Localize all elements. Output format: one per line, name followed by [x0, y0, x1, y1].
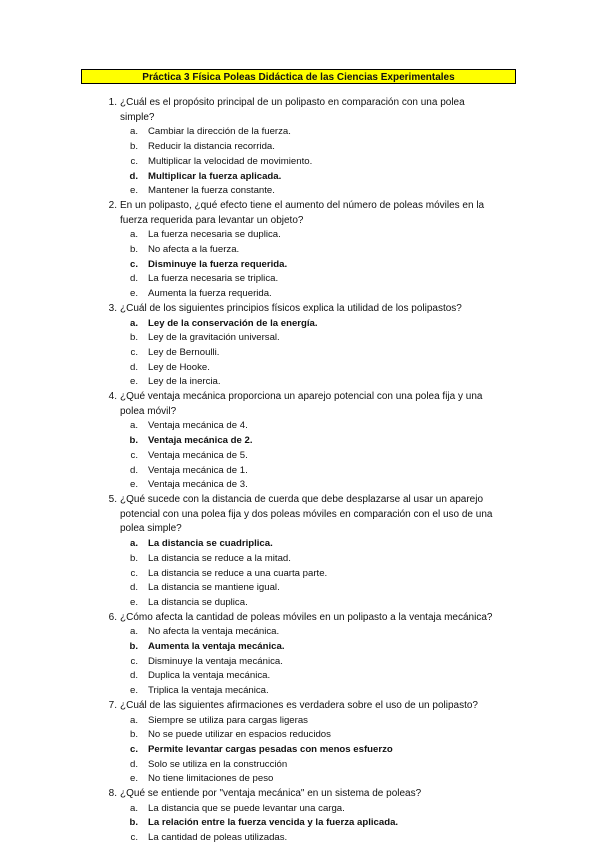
option-letter: e.	[129, 773, 138, 785]
option-text: Ley de Hooke.	[148, 361, 210, 373]
question-number: 6.	[108, 611, 117, 623]
option-text: No afecta la ventaja mecánica.	[148, 626, 280, 638]
question-row	[0, 199, 600, 228]
option-letter: c.	[130, 346, 138, 358]
answer-option	[0, 831, 600, 846]
option-letter: a.	[129, 802, 138, 814]
option-text: Ventaja mecánica de 1.	[148, 464, 248, 476]
option-text: Permite levantar cargas pesadas con menos esfuerzo	[148, 743, 393, 755]
answer-option	[0, 140, 600, 155]
answer-option	[0, 228, 600, 243]
option-text: Triplica la ventaja mecánica.	[148, 685, 269, 697]
question-text: ¿Cómo afecta la cantidad de poleas móviles en un polipasto a la ventaja mecánica?	[120, 611, 493, 623]
option-letter: c.	[129, 743, 138, 755]
question-text: ¿Cuál de las siguientes afirmaciones es verdadera sobre el uso de un polipasto?	[120, 699, 478, 711]
question-6	[0, 611, 600, 699]
answer-option	[0, 155, 600, 170]
question-2	[0, 199, 600, 302]
answer-option	[0, 243, 600, 258]
question-text: En un polipasto, ¿qué efecto tiene el aumento del número de poleas móviles en la fuerza requerida para levantar un objeto?	[120, 199, 485, 226]
option-letter: b.	[129, 435, 138, 447]
option-letter: b.	[129, 332, 138, 344]
option-text: La relación entre la fuerza vencida y la fuerza aplicada.	[148, 817, 399, 829]
answer-option-correct	[0, 743, 600, 758]
option-text: La distancia se duplica.	[148, 596, 248, 608]
question-text: ¿Qué ventaja mecánica proporciona un aparejo potencial con una polea fija y una polea móvil?	[120, 391, 483, 417]
answer-option	[0, 655, 600, 670]
option-letter: e.	[129, 596, 138, 608]
option-text: La distancia se reduce a una cuarta parte.	[148, 567, 328, 579]
question-row	[0, 787, 600, 802]
option-letter: d.	[129, 170, 138, 182]
option-text: No afecta a la fuerza.	[148, 244, 240, 256]
option-letter: b.	[129, 244, 138, 256]
question-row	[0, 493, 600, 537]
answer-option-correct	[0, 816, 600, 831]
option-text: Ventaja mecánica de 3.	[148, 479, 248, 491]
option-letter: a.	[129, 626, 138, 638]
answer-option	[0, 361, 600, 376]
answer-option	[0, 346, 600, 361]
option-letter: c.	[130, 567, 138, 579]
answer-option	[0, 714, 600, 729]
option-letter: d.	[129, 670, 138, 682]
answer-option	[0, 419, 600, 434]
question-row	[0, 390, 600, 419]
option-letter: e.	[129, 479, 138, 491]
option-letter: a.	[129, 126, 138, 138]
answer-option-correct	[0, 170, 600, 185]
question-row	[0, 611, 600, 626]
answer-option	[0, 287, 600, 302]
option-text: Disminuye la ventaja mecánica.	[148, 655, 283, 667]
option-letter: e.	[129, 376, 138, 388]
question-number: 1.	[108, 97, 117, 108]
answer-option	[0, 728, 600, 743]
question-row	[0, 96, 600, 125]
answer-option-correct	[0, 434, 600, 449]
question-text: ¿Qué sucede con la distancia de cuerda que debe desplazarse al usar un aparejo potencial con una polea fija y dos poleas móviles en comparación con el uso de una polea simple?	[120, 493, 493, 535]
option-text: Multiplicar la velocidad de movimiento.	[148, 155, 313, 167]
option-text: Aumenta la fuerza requerida.	[148, 288, 272, 300]
option-text: Multiplicar la fuerza aplicada.	[148, 170, 282, 182]
answer-option-correct	[0, 317, 600, 332]
question-5	[0, 493, 600, 611]
question-row	[0, 302, 600, 317]
answer-option	[0, 464, 600, 479]
answer-option-correct	[0, 258, 600, 273]
answer-option-correct	[0, 640, 600, 655]
option-letter: c.	[130, 832, 138, 844]
option-letter: b.	[129, 141, 138, 153]
option-letter: a.	[129, 229, 138, 241]
option-text: La distancia se reduce a la mitad.	[148, 552, 291, 564]
option-text: Ley de la inercia.	[148, 376, 221, 388]
option-letter: e.	[129, 685, 138, 697]
answer-option	[0, 758, 600, 773]
option-text: Ley de Bernoulli.	[148, 346, 220, 358]
option-text: Ley de la conservación de la energía.	[148, 317, 318, 329]
question-1	[0, 96, 600, 199]
option-text: Reducir la distancia recorrida.	[148, 141, 275, 153]
answer-option	[0, 184, 600, 199]
question-list	[0, 96, 600, 846]
answer-option	[0, 331, 600, 346]
answer-option	[0, 272, 600, 287]
option-letter: d.	[129, 758, 138, 770]
option-text: Ventaja mecánica de 4.	[148, 420, 248, 432]
answer-option	[0, 596, 600, 611]
option-letter: b.	[129, 729, 138, 741]
answer-option	[0, 772, 600, 787]
option-letter: d.	[129, 464, 138, 476]
question-number: 8.	[108, 788, 117, 800]
option-letter: d.	[129, 361, 138, 373]
question-number: 5.	[108, 493, 117, 505]
option-letter: c.	[130, 449, 138, 461]
option-text: Siempre se utiliza para cargas ligeras	[148, 714, 308, 726]
option-letter: a.	[129, 420, 138, 432]
option-text: Ley de la gravitación universal.	[148, 332, 280, 344]
question-number: 2.	[108, 199, 117, 211]
option-text: La fuerza necesaria se duplica.	[148, 229, 281, 241]
option-text: Disminuye la fuerza requerida.	[148, 258, 288, 270]
question-8	[0, 787, 600, 846]
option-text: Duplica la ventaja mecánica.	[148, 670, 271, 682]
option-text: La distancia se mantiene igual.	[148, 582, 280, 594]
option-text: La distancia que se puede levantar una carga.	[148, 802, 345, 814]
answer-option	[0, 125, 600, 140]
option-text: La fuerza necesaria se triplica.	[148, 273, 279, 285]
option-letter: e.	[129, 185, 138, 197]
option-letter: d.	[129, 273, 138, 285]
answer-option	[0, 552, 600, 567]
option-text: Ventaja mecánica de 2.	[148, 435, 253, 447]
option-text: La cantidad de poleas utilizadas.	[148, 832, 288, 844]
option-letter: b.	[129, 641, 138, 653]
question-number: 3.	[108, 302, 117, 314]
option-text: No tiene limitaciones de peso	[148, 773, 274, 785]
option-letter: b.	[129, 552, 138, 564]
question-row	[0, 699, 600, 714]
answer-option	[0, 375, 600, 390]
question-text: ¿Cuál es el propósito principal de un polipasto en comparación con una polea simple?	[120, 97, 465, 123]
answer-option	[0, 625, 600, 640]
option-letter: c.	[130, 655, 138, 667]
question-3	[0, 302, 600, 390]
option-text: Cambiar la dirección de la fuerza.	[148, 126, 291, 138]
option-letter: b.	[129, 817, 138, 829]
option-text: Ventaja mecánica de 5.	[148, 449, 248, 461]
option-letter: c.	[129, 258, 138, 270]
option-letter: e.	[129, 288, 138, 300]
answer-option	[0, 802, 600, 817]
question-number: 4.	[108, 391, 117, 403]
document-title: Práctica 3 Física Poleas Didáctica de las Ciencias Experimentales	[81, 69, 516, 84]
option-text: Aumenta la ventaja mecánica.	[148, 641, 285, 653]
option-letter: c.	[130, 155, 138, 167]
question-7	[0, 699, 600, 787]
answer-option	[0, 669, 600, 684]
answer-option	[0, 684, 600, 699]
option-text: Solo se utiliza en la construcción	[148, 758, 288, 770]
option-letter: a.	[129, 714, 138, 726]
question-text: ¿Cuál de los siguientes principios físicos explica la utilidad de los polipastos?	[120, 302, 462, 314]
option-text: La distancia se cuadriplica.	[148, 538, 273, 550]
option-text: Mantener la fuerza constante.	[148, 185, 275, 197]
answer-option	[0, 478, 600, 493]
question-4	[0, 390, 600, 493]
option-letter: a.	[129, 317, 138, 329]
answer-option	[0, 449, 600, 464]
option-letter: a.	[129, 538, 138, 550]
option-text: No se puede utilizar en espacios reducidos	[148, 729, 331, 741]
answer-option-correct	[0, 537, 600, 552]
question-number: 7.	[108, 699, 117, 711]
answer-option	[0, 581, 600, 596]
question-text: ¿Qué se entiende por "ventaja mecánica" en un sistema de poleas?	[120, 788, 422, 800]
answer-option	[0, 567, 600, 582]
option-letter: d.	[129, 582, 138, 594]
